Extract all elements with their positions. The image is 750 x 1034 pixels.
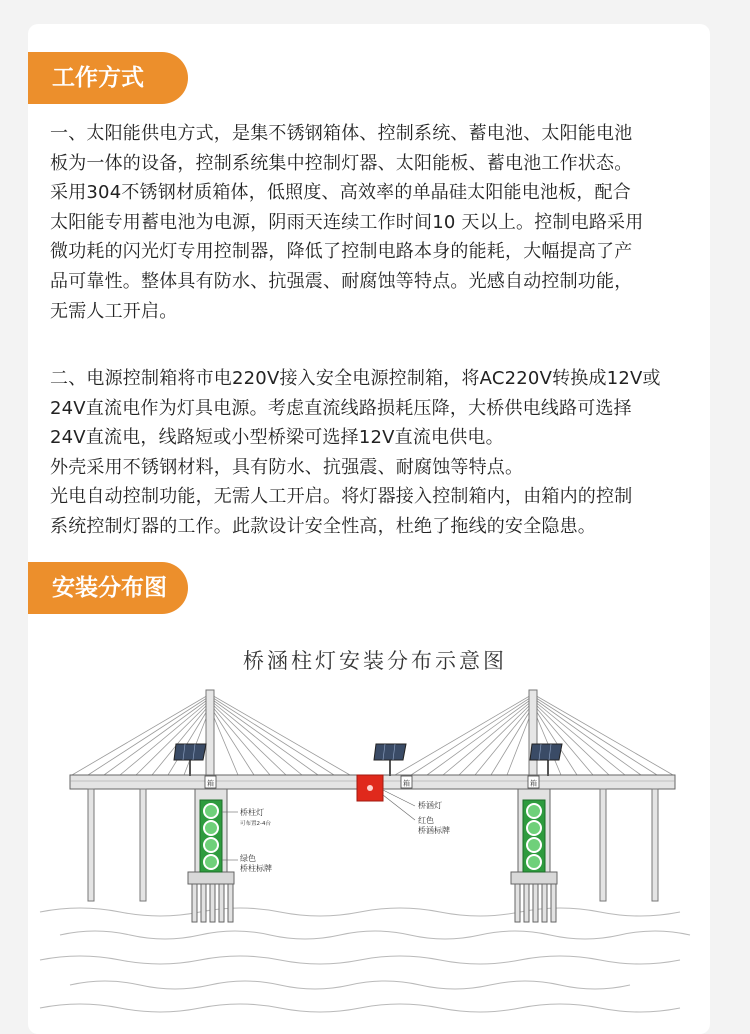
green-sign-label-2: 桥柱标牌: [240, 864, 272, 873]
left-pillar-lights: [200, 800, 222, 872]
text-line: 无需人工开启。: [50, 300, 178, 322]
control-box-right: [528, 776, 539, 788]
right-tower-mast: [529, 690, 537, 776]
section-title-work-mode: 工作方式: [28, 52, 188, 104]
diagram-title: 桥涵柱灯安装分布示意图: [243, 649, 507, 673]
left-tower-mast: [206, 690, 214, 776]
water-lines: [40, 908, 690, 1012]
control-box-middle: [401, 776, 412, 788]
red-sign-label-2: 桥涵标牌: [418, 826, 450, 835]
text-line: 品可靠性。整体具有防水、抗强震、耐腐蚀等特点。光感自动控制功能，: [50, 270, 633, 292]
text-line: 光电自动控制功能，无需人工开启。将灯器接入控制箱内，由箱内的控制: [50, 486, 633, 508]
control-box-label: 箱: [207, 779, 214, 788]
pillar-light-sublabel: 可布置2-4台: [240, 821, 271, 827]
right-pillar-lights: [523, 800, 545, 872]
red-sign-label-1: 红色: [418, 816, 434, 825]
text-line: 板为一体的设备，控制系统集中控制灯器、太阳能板、蓄电池工作状态。: [50, 152, 633, 174]
control-box-label: 箱: [530, 779, 537, 788]
text-line: 系统控制灯器的工作。此款设计安全性高，杜绝了拖线的安全隐患。: [50, 515, 596, 537]
green-sign-label-1: 绿色: [240, 854, 256, 863]
text-line: 微功耗的闪光灯专用控制器，降低了控制电路本身的能耗，大幅提高了产: [50, 241, 633, 263]
control-box-left: [205, 776, 216, 788]
solar-panel-left-icon: [174, 744, 206, 776]
text-line: 一、太阳能供电方式，是集不锈钢箱体、控制系统、蓄电池、太阳能电池: [50, 123, 633, 144]
text-line: 外壳采用不锈钢材料，具有防水、抗强震、耐腐蚀等特点。: [50, 456, 524, 478]
text-line: 采用304不锈钢材质箱体，低照度、高效率的单晶硅太阳能电池板，配合: [50, 182, 631, 204]
text-line: 二、电源控制箱将市电220V接入安全电源控制箱，将AC220V转换成12V或: [50, 368, 661, 389]
text-line: 24V直流电，线路短或小型桥梁可选择12V直流电供电。: [50, 427, 504, 449]
side-piers: [88, 789, 658, 901]
red-culvert-sign: [357, 775, 383, 801]
section-title-installation: 安装分布图: [28, 562, 188, 614]
control-box-label: 箱: [403, 779, 410, 788]
text-line: 24V直流电作为灯具电源。考虑直流线路损耗压降，大桥供电线路可选择: [50, 397, 632, 419]
culvert-light-label: 桥涵灯: [418, 801, 442, 810]
pillar-light-label: 桥柱灯: [240, 808, 264, 817]
text-line: 太阳能专用蓄电池为电源，阴雨天连续工作时间10 天以上。控制电路采用: [50, 211, 644, 233]
